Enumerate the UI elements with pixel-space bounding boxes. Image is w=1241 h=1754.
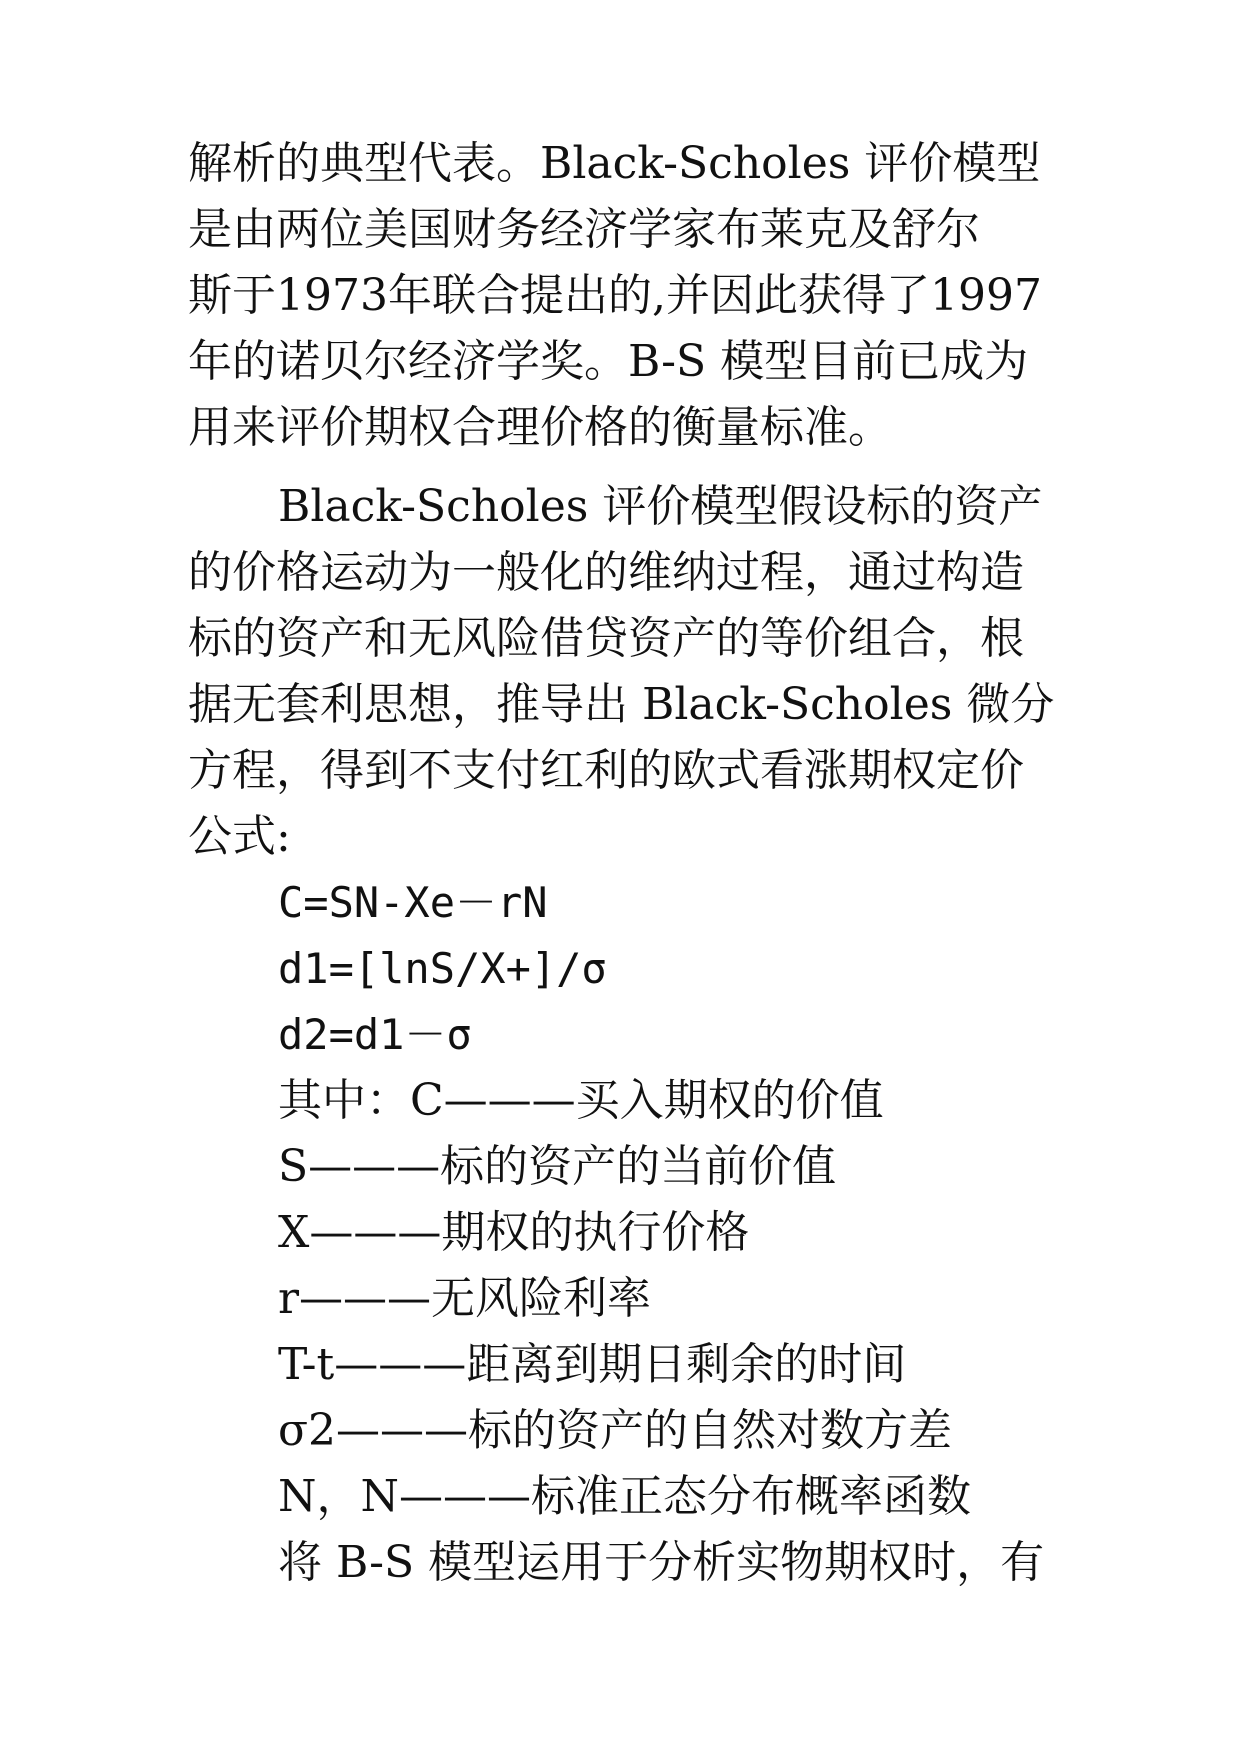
paragraph2-line-4: 据无套利思想，推导出 Black-Scholes 微分	[188, 679, 1055, 730]
paragraph2-line-2: 的价格运动为一般化的维纳过程，通过构造	[188, 547, 1024, 598]
definition-s: S———标的资产的当前价值	[278, 1141, 837, 1192]
paragraph-line-1: 解析的典型代表。Black-Scholes 评价模型	[188, 138, 1041, 189]
formula-call-price: C=SN-Xe－rN	[278, 878, 548, 927]
definition-c: 其中：C———买入期权的价值	[278, 1075, 884, 1126]
definition-t: T-t———距离到期日剩余的时间	[278, 1339, 907, 1390]
paragraph-line-2: 是由两位美国财务经济学家布莱克及舒尔	[188, 204, 980, 255]
formula-d1: d1=[lnS/X+]/σ	[278, 944, 607, 993]
paragraph-line-4: 年的诺贝尔经济学奖。B-S 模型目前已成为	[188, 336, 1029, 387]
definition-sigma: σ2———标的资产的自然对数方差	[278, 1405, 953, 1456]
paragraph2-line-3: 标的资产和无风险借贷资产的等价组合，根	[188, 613, 1024, 664]
formula-d2: d2=d1－σ	[278, 1010, 472, 1059]
paragraph2-line-1: Black-Scholes 评价模型假设标的资产	[278, 481, 1043, 532]
definition-n: N，N———标准正态分布概率函数	[278, 1471, 971, 1522]
paragraph-line-3: 斯于1973年联合提出的,并因此获得了1997	[188, 270, 1042, 321]
paragraph2-line-5: 方程，得到不支付红利的欧式看涨期权定价	[188, 745, 1024, 796]
paragraph3-line-1: 将 B-S 模型运用于分析实物期权时，有	[278, 1537, 1045, 1588]
paragraph-line-5: 用来评价期权合理价格的衡量标准。	[188, 402, 892, 453]
definition-r: r———无风险利率	[278, 1273, 652, 1324]
paragraph2-line-6: 公式:	[188, 811, 291, 862]
definition-x: X———期权的执行价格	[278, 1207, 750, 1258]
